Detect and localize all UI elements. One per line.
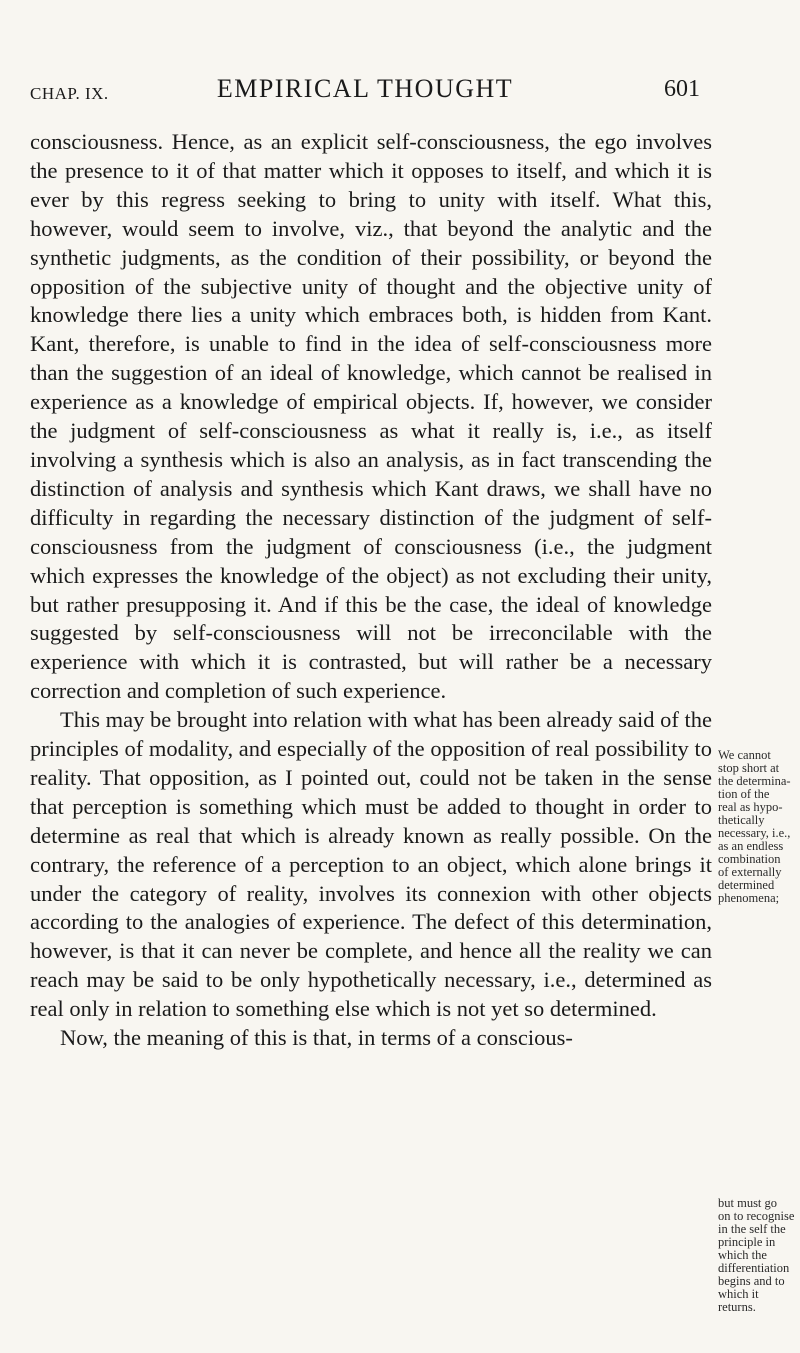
margin-note-line: necessary, i.e., [718, 826, 791, 840]
margin-note-line: tion of the [718, 787, 770, 801]
paragraph-modality: This may be brought into relation with what has been already said of the principles of modality, and especially of the opposition of real possibility to reality. That opposition, as I pointed out, could not be taken in the sense that perception is something which must be added to thought in order to determine as real that which is already known as really possible. On the contrary, the reference of a perception to an object, which alone brings it under the category of reality, involves its connexion with other objects according to the analogies of experience. The defect of this determination, however, is that it can never be complete, and hence all the reality we can reach may be said to be only hypothetically necessary, i.e., determined as real only in relation to something else which is not yet so determined. [30, 707, 712, 1022]
chapter-label: CHAP. IX. [30, 84, 109, 103]
margin-note-line: in the self the [718, 1222, 786, 1236]
paragraph-now: Now, the meaning of this is that, in terms of a conscious- [60, 1025, 573, 1051]
running-head [30, 70, 700, 110]
margin-note-line: on to recognise [718, 1209, 795, 1223]
margin-note-2 [718, 1197, 800, 1314]
margin-note-line: begins and to [718, 1274, 785, 1288]
paragraph-continued: consciousness. Hence, as an explicit self-consciousness, the ego involves the presence to it of that matter which it opposes to itself, and which it is ever by this regress seeking to bring to unity with itself. What this, however, would seem to involve, viz., that beyond the analytic and the synthetic judgments, as the condition of their possibility, or beyond the opposition of the subjective unity of thought and the objective unity of knowledge there lies a unity which embraces both, is hidden from Kant. Kant, therefore, is unable to find in the idea of self-consciousness more than the suggestion of an ideal of knowledge, which cannot be realised in experience as a knowledge of empirical objects. If, however, we consider the judgment of self-consciousness as what it really is, i.e., as itself involving a synthesis which is also an analysis, as in fact transcending the distinction of analysis and synthesis which Kant draws, we shall have no difficulty in regarding the necessary distinction of the judgment of self-consciousness from the judgment of consciousness (i.e., the judgment which expresses the knowledge of the object) as not excluding their unity, but rather presupposing it. And if this be the case, the ideal of knowledge suggested by self-consciousness will not be irreconcilable with the experience with which it is contrasted, but will rather be a necessary correction and completion of such experience. [30, 129, 712, 704]
margin-note-line: phenomena; [718, 891, 780, 905]
running-title: EMPIRICAL THOUGHT [216, 74, 514, 103]
margin-note-line: of externally [718, 865, 782, 879]
margin-note-line: which the [718, 1248, 767, 1262]
body-text [30, 128, 712, 1053]
margin-note-line: which it [718, 1287, 759, 1301]
margin-note-line: We cannot [718, 748, 771, 762]
margin-note-line: principle in [718, 1235, 776, 1249]
margin-note-line: real as hypo- [718, 800, 783, 814]
margin-note-line: determined [718, 878, 775, 892]
margin-note-line: thetically [718, 813, 765, 827]
margin-note-1 [718, 749, 800, 905]
page-number: 601 [664, 76, 700, 102]
margin-note-line: the determina- [718, 774, 791, 788]
margin-note-line: as an endless [718, 839, 784, 853]
margin-note-line: combination [718, 852, 781, 866]
margin-note-line: stop short at [718, 761, 780, 775]
margin-note-line: returns. [718, 1300, 756, 1314]
margin-note-line: differentiation [718, 1261, 790, 1275]
margin-note-line: but must go [718, 1196, 778, 1210]
